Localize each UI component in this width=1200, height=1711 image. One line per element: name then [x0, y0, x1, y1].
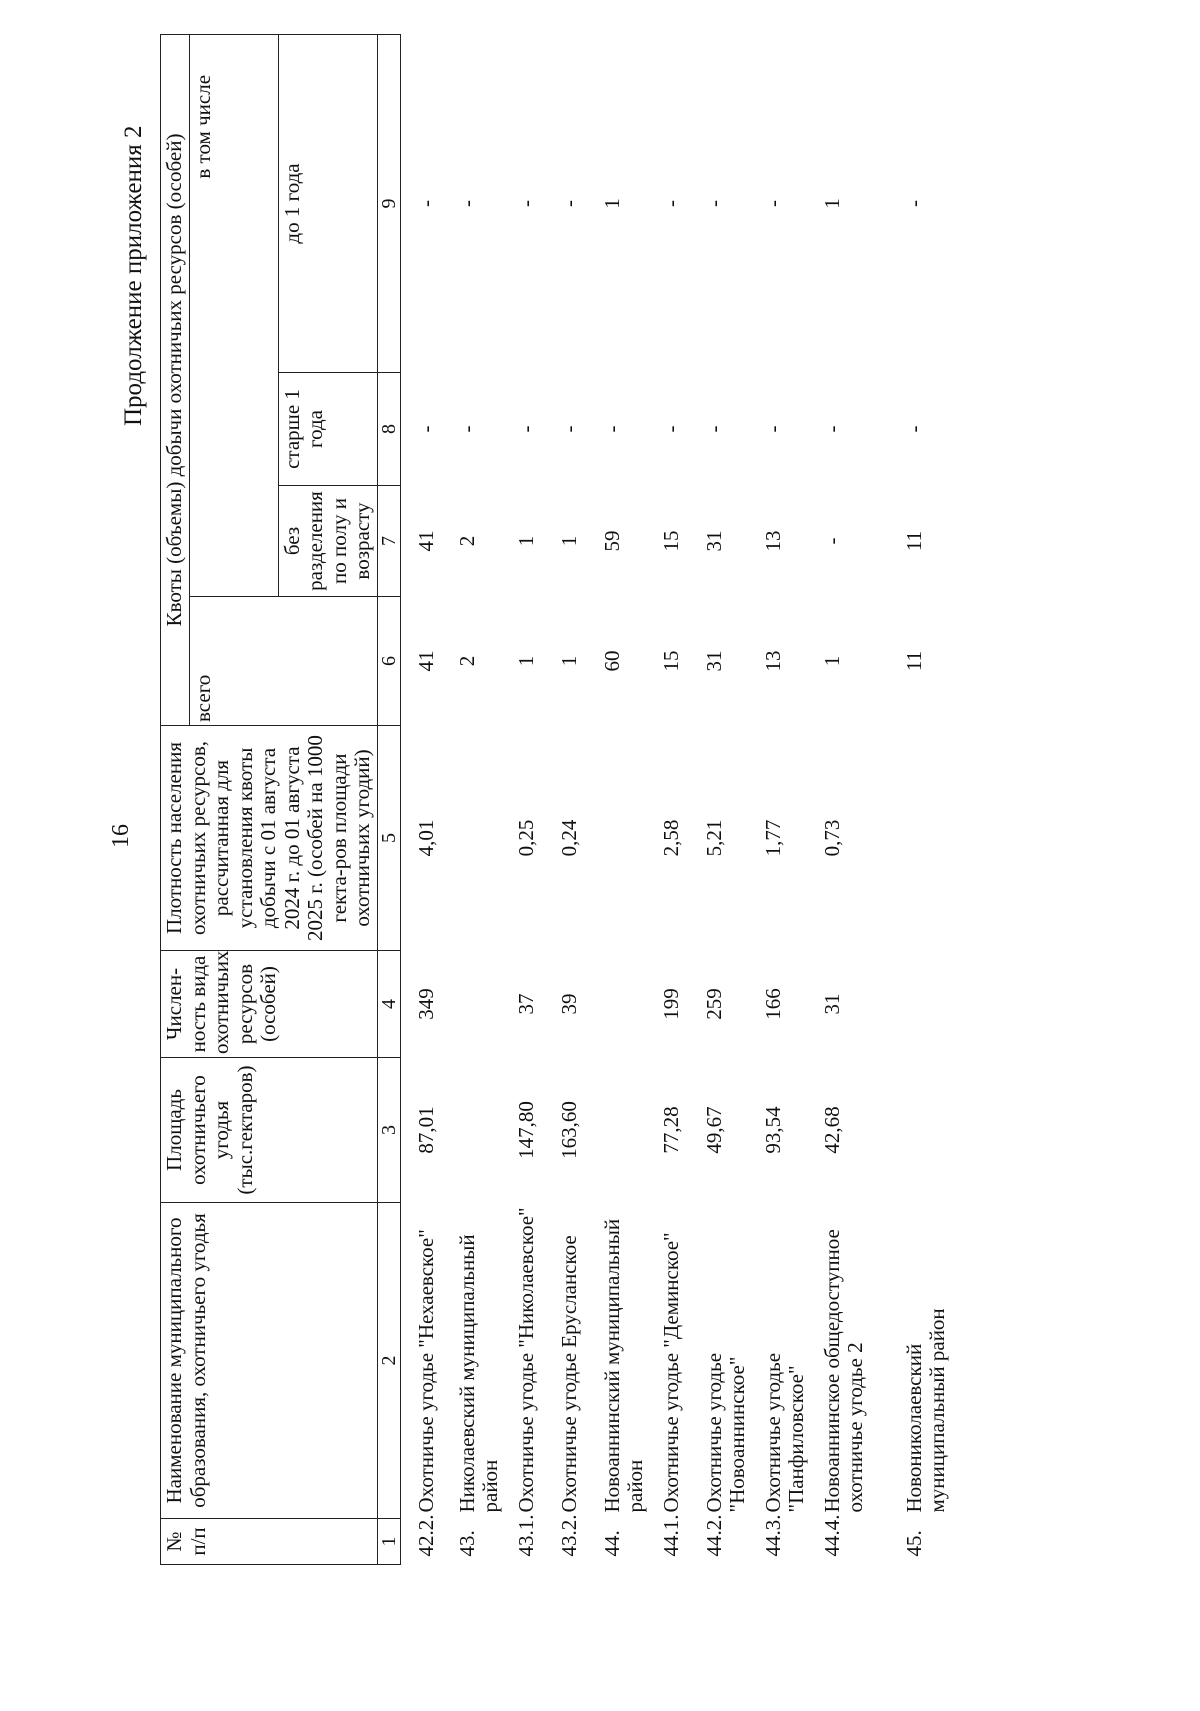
row-density: [589, 726, 648, 951]
row-number: 43.2.: [556, 1514, 581, 1557]
header-no-split: без разделения по полу и возрасту: [278, 486, 377, 597]
row-density: 0,25: [513, 819, 538, 857]
page-subtitle: Продолжение приложения 2: [120, 125, 147, 426]
row-young: -: [760, 199, 785, 207]
row-older: -: [556, 425, 581, 433]
row-area: 93,54: [760, 1106, 785, 1154]
row-young: 1: [819, 198, 844, 209]
column-number: 6: [377, 597, 400, 726]
row-young: -: [658, 199, 683, 207]
table-row: [503, 34, 546, 1564]
column-number: 1: [377, 1519, 400, 1565]
row-count: 31: [819, 993, 844, 1015]
row-no-split: 2: [454, 535, 479, 547]
row-total: 2: [454, 655, 479, 667]
row-older: -: [819, 425, 844, 433]
column-number: 8: [377, 373, 400, 486]
table-header: [161, 34, 401, 1564]
header-young: до 1 года: [278, 34, 377, 372]
row-name: Охотничье угодье "Новоаннинское": [701, 1352, 750, 1513]
row-total: 1: [819, 655, 844, 667]
row-no-split: -: [819, 537, 844, 545]
row-area: 87,01: [414, 1106, 439, 1154]
row-young: -: [414, 199, 439, 207]
row-total: 11: [901, 650, 926, 672]
header-area: Площадь охотничьего угодья (тыс.гектаров): [161, 1058, 378, 1203]
row-total: 13: [760, 650, 785, 672]
row-total: 41: [414, 650, 439, 672]
row-count: 259: [701, 988, 726, 1020]
row-count: [891, 951, 973, 1058]
row-number: 44.2.: [701, 1514, 726, 1557]
table-row: [750, 34, 809, 1564]
row-density: 0,24: [556, 819, 581, 857]
row-young: -: [901, 199, 926, 207]
row-no-split: 13: [760, 530, 785, 552]
row-count: [589, 951, 648, 1058]
row-name: Новоаннинское общедоступное охотничье угодье 2: [819, 1229, 868, 1513]
table-row: [401, 34, 444, 1564]
header-total: всего: [189, 597, 377, 726]
row-older: -: [454, 425, 479, 433]
row-young: 1: [599, 198, 624, 209]
column-number: 3: [377, 1058, 400, 1203]
row-count: 166: [760, 988, 785, 1020]
row-number: 44.1.: [658, 1514, 683, 1557]
row-older: -: [701, 425, 726, 433]
row-older: -: [414, 425, 439, 433]
column-number: 2: [377, 1203, 400, 1519]
table-row: [691, 34, 750, 1564]
row-area: 77,28: [658, 1106, 683, 1154]
row-density: [891, 726, 973, 951]
table-row: [891, 34, 973, 1564]
row-total: 1: [556, 655, 581, 667]
row-count: 349: [414, 988, 439, 1020]
column-number: 5: [377, 726, 400, 951]
row-area: 163,60: [556, 1101, 581, 1159]
row-total: 60: [599, 650, 624, 672]
row-count: 199: [658, 988, 683, 1020]
row-density: 0,73: [819, 819, 844, 857]
row-area: 49,67: [701, 1106, 726, 1154]
column-number: 4: [377, 951, 400, 1058]
row-density: 4,01: [414, 819, 439, 857]
row-area: [589, 1058, 648, 1203]
row-total: 15: [658, 650, 683, 672]
header-quota: Квоты (объемы) добычи охотничьих ресурсов (особей): [161, 34, 190, 725]
row-name: Охотничье угодье "Деминское": [658, 1232, 683, 1513]
row-young: -: [513, 199, 538, 207]
row-older: -: [901, 425, 926, 433]
row-number: 44.3.: [760, 1514, 785, 1557]
table-row: [444, 34, 503, 1564]
page-number: 16: [108, 824, 134, 848]
row-area: [444, 1058, 503, 1203]
row-area: 42,68: [819, 1106, 844, 1154]
row-density: 1,77: [760, 819, 785, 857]
row-count: 39: [556, 993, 581, 1015]
row-name: Новониколаевский муниципальный район: [901, 1308, 950, 1513]
row-number: 44.: [599, 1530, 624, 1557]
header-including: в том числе: [189, 34, 278, 596]
row-name: Николаевский муниципальный район: [454, 1234, 503, 1513]
row-total: 31: [701, 650, 726, 672]
column-number-row: [377, 34, 400, 1564]
row-density: 2,58: [658, 819, 683, 857]
quota-table: [160, 34, 973, 1565]
row-young: -: [556, 199, 581, 207]
table-body: [401, 34, 973, 1564]
row-area: 147,80: [513, 1101, 538, 1159]
row-older: -: [658, 425, 683, 433]
row-young: -: [701, 199, 726, 207]
row-name: Новоаннинский муниципальный район: [599, 1218, 648, 1513]
row-number: 45.: [901, 1530, 926, 1557]
column-number: 9: [377, 34, 400, 372]
header-count: Числен-ность вида охотничьих ресурсов (особей): [161, 951, 378, 1058]
table-row: [589, 34, 648, 1564]
row-name: Охотничье угодье Ерусланское: [556, 1235, 581, 1513]
row-number: 44.4.: [819, 1514, 844, 1557]
row-number: 43.1.: [513, 1514, 538, 1557]
column-number: 7: [377, 486, 400, 597]
row-number: 43.: [454, 1530, 479, 1557]
row-density: 5,21: [701, 819, 726, 857]
row-name: Охотничье угодье "Панфиловское": [760, 1352, 809, 1513]
row-older: -: [599, 425, 624, 433]
row-number: 42.2.: [414, 1514, 439, 1557]
row-no-split: 11: [901, 530, 926, 552]
row-no-split: 15: [658, 530, 683, 552]
table-row: [648, 34, 691, 1564]
header-older: старше 1 года: [278, 373, 377, 486]
row-count: 37: [513, 993, 538, 1015]
header-number: № п/п: [161, 1519, 378, 1565]
row-older: -: [760, 425, 785, 433]
row-no-split: 59: [599, 530, 624, 552]
row-total: 1: [513, 655, 538, 667]
header-name: Наименование муниципального образования, охотничьего угодья: [161, 1203, 378, 1519]
row-young: -: [454, 199, 479, 207]
row-no-split: 41: [414, 530, 439, 552]
row-name: Охотничье угодье "Нехаевское": [414, 1229, 439, 1513]
row-density: [444, 726, 503, 951]
row-older: -: [513, 425, 538, 433]
row-name: Охотничье угодье "Николаевское": [513, 1207, 538, 1513]
row-no-split: 1: [513, 535, 538, 547]
table-row: [809, 34, 891, 1564]
row-area: [891, 1058, 973, 1203]
header-density: Плотность населения охотничьих ресурсов, рассчитанная для установления квоты добычи с 01 августа 2024 г. до 01 августа 2025 г. (особей на 1000 гекта-ров площади охотничьих угодий): [161, 726, 378, 951]
table-row: [546, 34, 589, 1564]
row-no-split: 31: [701, 530, 726, 552]
row-count: [444, 951, 503, 1058]
row-no-split: 1: [556, 535, 581, 547]
